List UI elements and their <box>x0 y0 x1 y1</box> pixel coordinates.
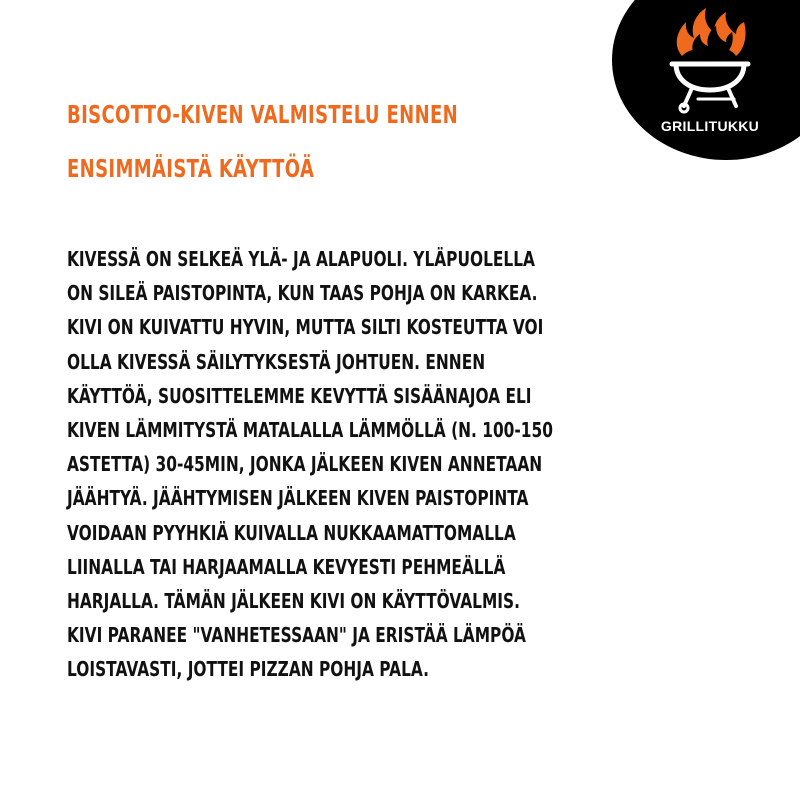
flame-grill-icon <box>668 6 752 116</box>
body-line: ASTETTA) 30-45MIN, JONKA JÄLKEEN KIVEN ANNETAAN <box>67 452 543 477</box>
body-text <box>67 242 553 687</box>
body-line: JÄÄHTYÄ. JÄÄHTYMISEN JÄLKEEN KIVEN PAISTOPINTA <box>67 486 529 511</box>
body-line: ON SILEÄ PAISTOPINTA, KUN TAAS POHJA ON KARKEA. <box>67 281 538 306</box>
body-line: HARJALLA. TÄMÄN JÄLKEEN KIVI ON KÄYTTÖVALMIS. <box>67 589 520 614</box>
body-line: LIINALLA TAI HARJAAMALLA KEVYESTI PEHMEÄLLÄ <box>67 554 506 579</box>
body-line: KÄYTTÖÄ, SUOSITTELEMME KEVYTTÄ SISÄÄNAJOA ELI <box>67 383 532 408</box>
body-line: KIVESSÄ ON SELKEÄ YLÄ- JA ALAPUOLI. YLÄPUOLELLA <box>67 247 535 271</box>
body-line: OLLA KIVESSÄ SÄILYTYKSESTÄ JOHTUEN. ENNEN <box>67 349 486 374</box>
body-line: KIVEN LÄMMITYSTÄ MATALALLA LÄMMÖLLÄ (N. 100-150 <box>67 418 553 443</box>
body-line: KIVI PARANEE "VANHETESSAAN" JA ERISTÄÄ LÄMPÖÄ <box>67 623 526 648</box>
title-line: BISCOTTO-KIVEN VALMISTELU ENNEN <box>67 100 459 129</box>
page-title <box>67 88 470 196</box>
body-line: KIVI ON KUIVATTU HYVIN, MUTTA SILTI KOSTEUTTA VOI <box>67 315 544 340</box>
body-line: VOIDAAN PYYHKIÄ KUIVALLA NUKKAAMATTOMALLA <box>67 520 516 545</box>
title-line: ENSIMMÄISTÄ KÄYTTÖÄ <box>67 154 315 183</box>
brand-logo <box>620 0 800 160</box>
body-line: LOISTAVASTI, JOTTEI PIZZAN POHJA PALA. <box>67 657 429 682</box>
brand-name: GRILLITUKKU <box>660 118 760 134</box>
